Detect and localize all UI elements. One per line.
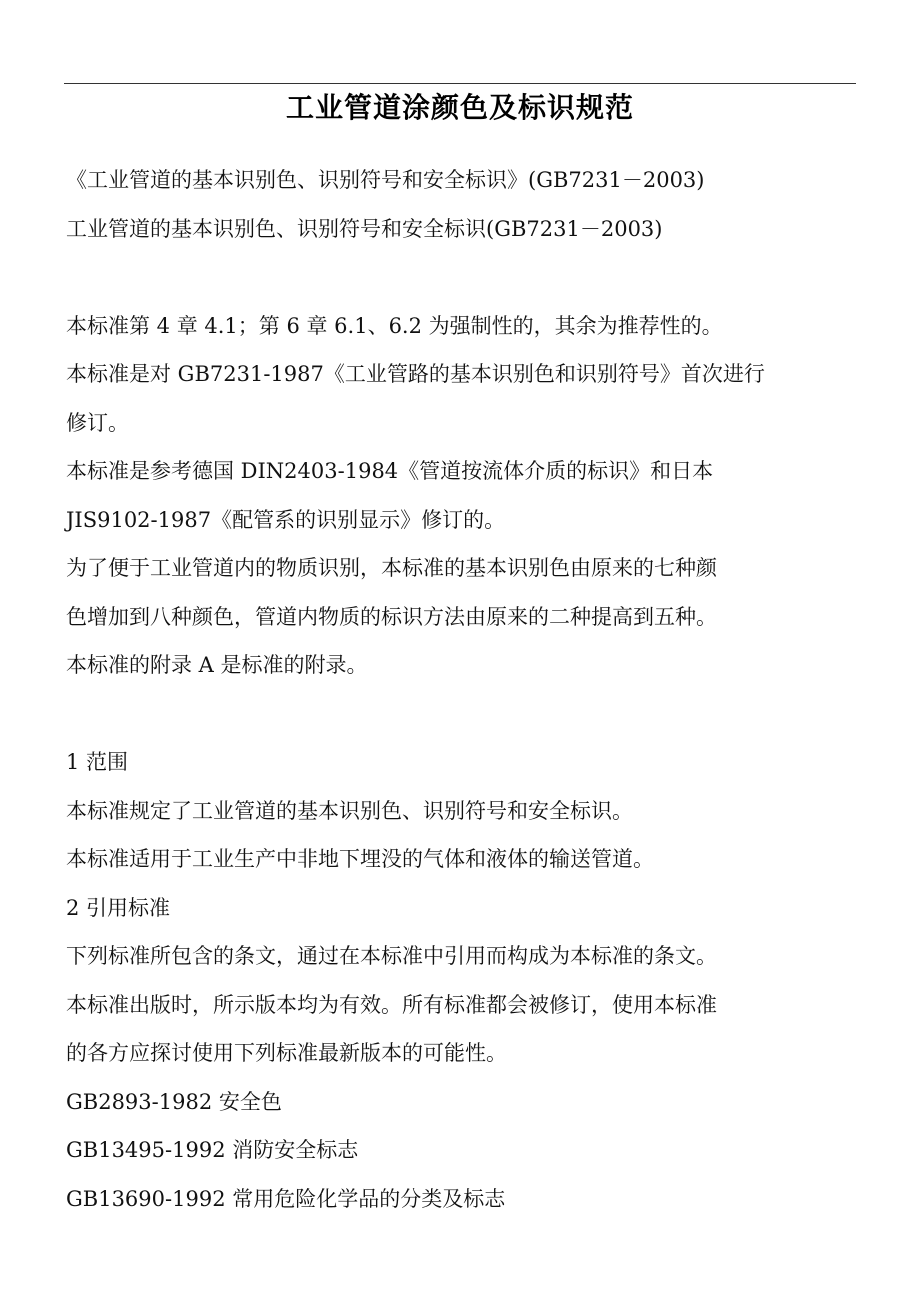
document-body	[66, 160, 866, 1227]
paragraph-line: 本标准适用于工业生产中非地下埋没的气体和液体的输送管道。	[66, 847, 654, 871]
header-rule	[64, 83, 856, 84]
reference-item: GB13690-1992 常用危险化学品的分类及标志	[66, 1186, 506, 1211]
paragraph-line: 修订。	[66, 410, 129, 435]
paragraph-line: 本标准出版时，所示版本均为有效。所有标准都会被修订，使用本标准	[66, 992, 717, 1017]
paragraph-line: 本标准的附录 A 是标准的附录。	[66, 653, 368, 677]
blank-line	[66, 257, 866, 306]
paragraph-line: 下列标准所包含的条文，通过在本标准中引用而构成为本标准的条文。	[66, 944, 717, 968]
paragraph-line: JIS9102-1987《配管系的识别显示》修订的。	[66, 507, 506, 532]
standard-full-title: 《工业管道的基本识别色、识别符号和安全标识》(GB7231－2003)	[66, 168, 705, 192]
paragraph-line: 本标准第 4 章 4.1；第 6 章 6.1、6.2 为强制性的，其余为推荐性的。	[66, 313, 723, 338]
blank-line	[66, 694, 866, 743]
reference-item: GB13495-1992 消防安全标志	[66, 1138, 359, 1162]
paragraph-line: 本标准是对 GB7231-1987《工业管路的基本识别色和识别符号》首次进行	[66, 362, 765, 386]
paragraph-line: 为了便于工业管道内的物质识别，本标准的基本识别色由原来的七种颜	[66, 556, 717, 580]
section-heading-scope: 1 范围	[66, 750, 129, 774]
paragraph-line: 本标准是参考德国 DIN2403-1984《管道按流体介质的标识》和日本	[66, 459, 714, 483]
section-heading-references: 2 引用标准	[66, 895, 171, 920]
paragraph-line: 本标准规定了工业管道的基本识别色、识别符号和安全标识。	[66, 798, 633, 823]
paragraph-line: 色增加到八种颜色，管道内物质的标识方法由原来的二种提高到五种。	[66, 604, 717, 629]
reference-item: GB2893-1982 安全色	[66, 1089, 282, 1114]
standard-title: 工业管道的基本识别色、识别符号和安全标识(GB7231－2003)	[66, 216, 663, 241]
paragraph-line: 的各方应探讨使用下列标准最新版本的可能性。	[66, 1041, 507, 1065]
document-title: 工业管道涂颜色及标识规范	[285, 91, 634, 124]
